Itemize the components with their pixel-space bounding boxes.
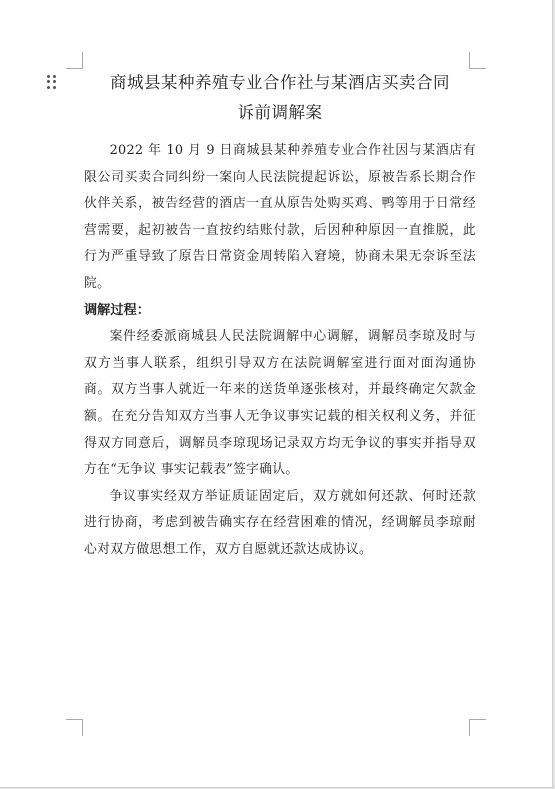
process-paragraph-2: 争议事实经双方举证质证固定后，双方就如何还款、何时还款进行协商，考虑到被告确实存在经营困难的情况，经调解员李琼耐心对双方做思想工作，双方自愿就还款达成协议。 [84, 488, 476, 557]
section-heading: 调解过程： [84, 302, 150, 318]
crop-mark-top-left [66, 52, 83, 69]
document-body [84, 68, 476, 564]
document-title [84, 68, 476, 128]
drag-handle-icon[interactable] [47, 75, 57, 89]
crop-mark-top-right [469, 52, 486, 69]
title-line-2: 诉前调解案 [237, 103, 323, 122]
title-line-1: 商城县某种养殖专业合作社与某酒店买卖合同 [110, 73, 450, 92]
process-paragraph-1: 案件经委派商城县人民法院调解中心调解，调解员李琼及时与双方当事人联系，组织引导双方在法院调解室进行面对面沟通协商。双方当事人就近一年来的送货单逐张核对，并最终确定欠款金额。在充分告知双方当事人无争议事实记载的相关权利义务，并征得双方同意后，调解员李琼现场记录双方均无争议的事实并指导双方在“无争议 事实记载表”签字确认。 [84, 329, 476, 478]
intro-paragraph: 2022 年 10 月 9 日商城县某种养殖专业合作社因与某酒店有限公司买卖合同纠纷一案向人民法院提起诉讼，原被告系长期合作伙伴关系，被告经营的酒店一直从原告处购买鸡、鸭等用于日常经营需要，起初被告一直按约结账付款，后因种种原因一直推脱，此行为严重导致了原告日常资金周转陷入窘境，协商未果无奈诉至法院。 [84, 143, 476, 291]
crop-mark-bottom-right [469, 719, 486, 736]
crop-mark-bottom-left [66, 719, 83, 736]
